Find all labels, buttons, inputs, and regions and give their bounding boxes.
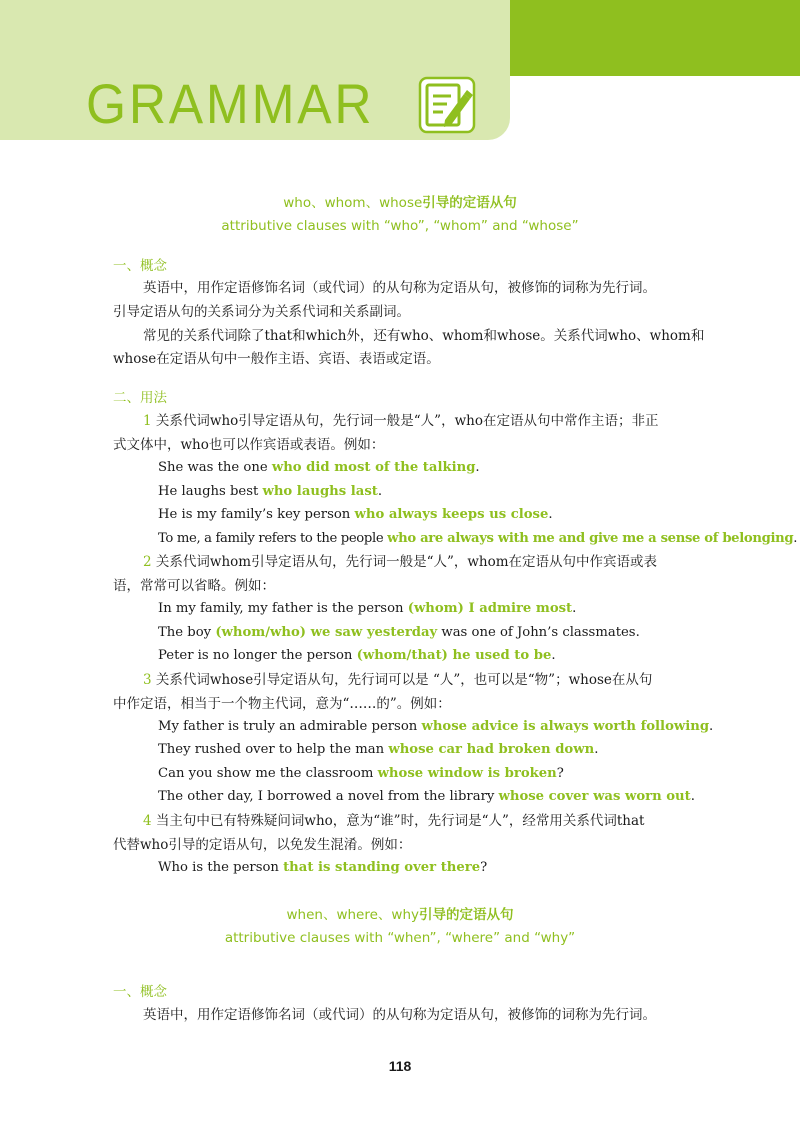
example-highlight: (whom/that) he used to be [356,648,552,663]
example-text: Who is the person [158,860,284,875]
rule-4-number: 4 [143,813,152,829]
example-sentence [158,481,708,503]
example-punct: . [475,460,480,475]
rule-1-line: 式文体中，who也可以作宾语或表语。例如： [113,437,385,453]
example-highlight: (whom) I admire most [407,601,573,616]
example-highlight: who are always with me and give me a sense of belonging [387,531,794,546]
example-highlight: who laughs last [262,484,378,499]
example-highlight: whose car had broken down [388,742,595,757]
example-sentence [158,528,798,550]
example-punct: . [594,742,599,757]
rule-3-number: 3 [143,672,152,688]
section2-subtitle: attributive clauses with “when”, “where” and “why” [224,930,576,946]
section1-title-en: who、whom、whose [283,195,423,211]
example-sentence [158,645,708,667]
example-punct: . [548,507,553,522]
example-text: He is my family’s key person [158,507,355,522]
example-punct: ? [556,766,564,781]
example-highlight: whose advice is always worth following [421,719,710,734]
page-number: 118 [388,1058,412,1074]
section1-title [0,192,800,214]
usage-heading: 二、用法 [113,390,167,406]
example-sentence [158,857,708,879]
example-punct: was one of John’s classmates. [437,625,640,640]
example-punct: . [572,601,577,616]
rule-2-text: 关系代词whom引导定语从句，先行词一般是“人”，whom在定语从句中作宾语或表 [155,554,658,570]
concept-line: 常见的关系代词除了that和which外，还有who、whom和whose。关系代词who、whom和 [143,328,705,344]
rule-4-line [143,810,705,832]
example-sentence [158,739,708,761]
example-punct: . [709,719,714,734]
concept-line: 引导定语从句的关系词分为关系代词和关系副词。 [113,304,410,320]
header-accent-bar [505,0,800,76]
example-text: Peter is no longer the person [158,648,357,663]
example-text: My father is truly an admirable person [158,719,422,734]
page-title: GRAMMAR [86,72,375,135]
rule-3-text: 关系代词whose引导定语从句，先行词可以是 “人”，也可以是“物”；whose在从句 [155,672,653,688]
rule-3-line: 中作定语，相当于一个物主代词，意为“……的”。例如： [113,696,451,712]
example-highlight: whose cover was worn out [498,789,691,804]
concept-line: whose在定语从句中一般作主语、宾语、表语或定语。 [113,351,440,367]
example-text: She was the one [158,460,272,475]
example-sentence [158,457,708,479]
rule-1-number: 1 [143,413,152,429]
concept-line: 英语中，用作定语修饰名词（或代词）的从句称为定语从句，被修饰的词称为先行词。 [143,1007,656,1023]
example-text: In my family, my father is the person [158,601,408,616]
example-punct: . [793,531,798,546]
example-text: Can you show me the classroom [158,766,378,781]
example-text: The boy [158,625,216,640]
example-highlight: (whom/who) we saw yesterday [215,625,438,640]
example-punct: . [690,789,695,804]
notepad-pencil-icon [418,76,476,134]
example-highlight: who did most of the talking [271,460,476,475]
example-punct: . [551,648,556,663]
rule-4-text: 当主句中已有特殊疑问词who，意为“谁”时，先行词是“人”，经常用关系代词that [155,813,645,829]
example-sentence [158,716,714,738]
rule-2-number: 2 [143,554,152,570]
example-highlight: whose window is broken [377,766,557,781]
rule-1-line [143,410,705,432]
example-punct: . [377,484,383,499]
section1-title-cn: 引导的定语从句 [422,195,517,211]
example-sentence [158,598,708,620]
example-sentence [158,763,708,785]
example-highlight: who always keeps us close [354,507,549,522]
example-sentence [158,786,708,808]
rule-4-line: 代替who引导的定语从句，以免发生混淆。例如： [113,837,412,853]
example-sentence [158,504,708,526]
rule-2-line [143,551,705,573]
example-text: They rushed over to help the man [158,742,389,757]
concept-line: 英语中，用作定语修饰名词（或代词）的从句称为定语从句，被修饰的词称为先行词。 [143,280,656,296]
rule-1-text: 关系代词who引导定语从句，先行词一般是“人”，who在定语从句中常作主语；非正 [155,413,659,429]
section2-title [0,904,800,926]
example-text: The other day, I borrowed a novel from the library [158,789,499,804]
section2-title-cn: 引导的定语从句 [419,907,514,923]
section1-subtitle: attributive clauses with “who”, “whom” and “whose” [221,218,579,234]
example-text: He laughs best [158,484,263,499]
concept-heading: 一、概念 [113,258,167,274]
example-text: To me, a family refers to the people [158,531,388,546]
example-highlight: that is standing over there [283,860,481,875]
section2-title-en: when、where、why [286,907,419,923]
example-sentence [158,622,708,644]
rule-3-line [143,669,705,691]
concept-heading: 一、概念 [113,984,167,1000]
example-punct: ? [480,860,488,875]
rule-2-line: 语，常常可以省略。例如： [113,578,275,594]
